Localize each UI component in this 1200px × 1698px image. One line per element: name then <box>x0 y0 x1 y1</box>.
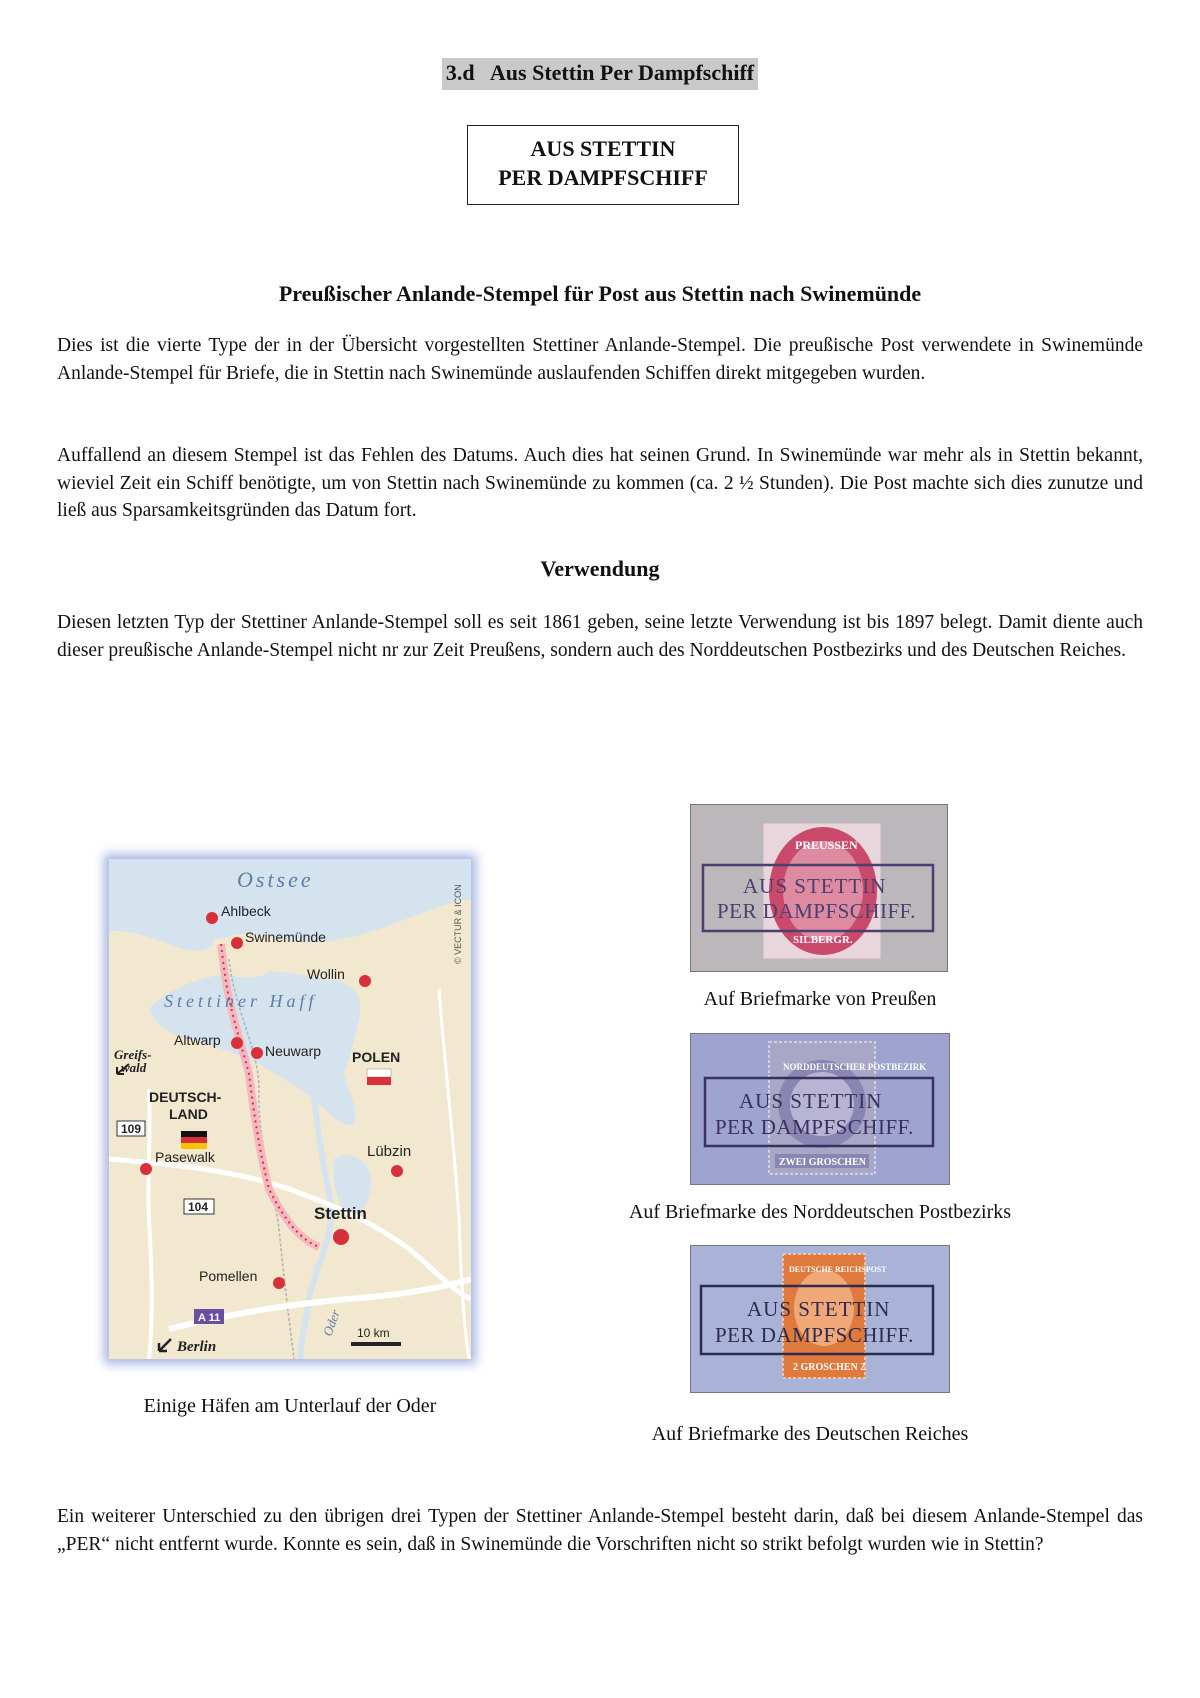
stamp-image-deutsches-reich <box>690 1245 950 1393</box>
map-label-greifswald-1: Greifs- <box>114 1047 152 1062</box>
stamp-caption-norddeutsch: Auf Briefmarke des Norddeutschen Postbezirks <box>628 1201 1012 1223</box>
map-label-polen: POLEN <box>352 1049 401 1065</box>
map-label-stettin: Stettin <box>314 1204 367 1223</box>
map-marker-neuwarp <box>251 1047 263 1059</box>
stamp-text-line1: AUS STETTIN <box>530 136 676 161</box>
stamp-text-top: DEUTSCHE REICHSPOST <box>789 1265 887 1274</box>
postmark-line1: AUS STETTIN <box>743 874 887 898</box>
map-label-neuwarp: Neuwarp <box>265 1043 322 1059</box>
map-label-road-104: 104 <box>188 1200 209 1214</box>
stamp-caption-deutsches-reich: Auf Briefmarke des Deutschen Reiches <box>651 1423 969 1445</box>
map-marker-swinemuende <box>231 937 243 949</box>
section-title: 3.d Aus Stettin Per Dampfschiff <box>442 58 758 90</box>
map-label-deutschland-2: LAND <box>169 1106 208 1122</box>
map-label-greifswald-2: wald <box>121 1060 147 1075</box>
stamp-image-preussen <box>690 804 948 972</box>
map-label-ahlbeck: Ahlbeck <box>221 903 271 919</box>
stamp-text-top: PREUSSEN <box>795 838 858 852</box>
map-label-luebzin: Lübzin <box>367 1143 412 1160</box>
postmark-line1: AUS STETTIN <box>747 1297 891 1321</box>
map-marker-luebzin <box>391 1165 403 1177</box>
map-caption: Einige Häfen am Unterlauf der Oder <box>143 1395 437 1417</box>
map-label-pomellen: Pomellen <box>199 1268 258 1284</box>
section1-paragraph-2: Auffallend an diesem Stempel ist das Fehlen des Datums. Auch dies hat seinen Grund. In Swinemünde war mehr als in Stettin bekannt, wieviel Zeit ein Schiff benötigte, um von Stettin nach Swinemünde zu kommen (ca. 2 ½ Stunden). Die Post machte sich dies zunutze und ließ aus Sparsamkeitsgründen das Datum fort. <box>57 445 1143 521</box>
stamp-text-top: NORDDEUTSCHER POSTBEZIRK <box>783 1062 927 1072</box>
map-label-berlin: Berlin <box>177 1339 217 1355</box>
stamp-caption-preussen: Auf Briefmarke von Preußen <box>703 988 937 1010</box>
map-scale-bar <box>351 1342 401 1346</box>
map-label-scale: 10 km <box>357 1326 390 1340</box>
map-label-pasewalk: Pasewalk <box>155 1149 215 1165</box>
section2-paragraph-1: Diesen letzten Typ der Stettiner Anlande-Stempel soll es seit 1861 geben, seine letzte Verwendung ist bis 1897 belegt. Damit diente auch dieser preußische Anlande-Stempel nicht nr zur Zeit Preußens, sondern auch des Norddeutschen Postbezirks und des Deutschen Reiches. <box>57 612 1143 661</box>
closing-paragraph: Ein weiterer Unterschied zu den übrigen drei Typen der Stettiner Anlande-Stempel besteht darin, daß bei diesem Anlande-Stempel das „PER“ nicht entfernt wurde. Konnte es sein, daß in Swinemünde die Vorschriften nicht so strikt befolgt wurden wie in Stettin? <box>57 1506 1143 1555</box>
stamp-text-bottom: 2 GROSCHEN 2 <box>793 1362 866 1373</box>
map-label-wollin: Wollin <box>307 966 345 982</box>
map-label-road-109: 109 <box>121 1122 142 1136</box>
postmark-line1: AUS STETTIN <box>739 1089 883 1113</box>
flag-germany-red <box>181 1137 207 1143</box>
map-marker-altwarp <box>231 1037 243 1049</box>
postmark-line2: PER DAMPFSCHIFF. <box>715 1323 914 1347</box>
map-marker-ahlbeck <box>206 912 218 924</box>
stamp-text-bottom: ZWEI GROSCHEN <box>779 1157 866 1168</box>
section-title-wrap <box>0 58 1200 90</box>
flag-poland-top <box>367 1069 391 1077</box>
stamp-text-bottom: SILBERGR. <box>793 934 853 946</box>
section1-paragraph-1: Dies ist die vierte Type der in der Übersicht vorgestellten Stettiner Anlande-Stempel. Die preußische Post verwendete in Swinemünde Anlande-Stempel für Briefe, die in Stettin nach Swinemünde auslaufenden Schiffen direkt mitgegeben wurden. <box>57 335 1143 384</box>
map-label-altwarp: Altwarp <box>174 1032 221 1048</box>
map-label-deutschland-1: DEUTSCH- <box>149 1089 222 1105</box>
postmark-line2: PER DAMPFSCHIFF. <box>717 899 916 923</box>
stamp-image-norddeutsch <box>690 1033 950 1185</box>
map-marker-pomellen <box>273 1277 285 1289</box>
flag-poland-bottom <box>367 1077 391 1085</box>
postmark-line2: PER DAMPFSCHIFF. <box>715 1115 914 1139</box>
map-marker-stettin <box>333 1229 349 1245</box>
map-label-oder: Oder <box>319 1307 343 1339</box>
section2-heading: Verwendung <box>540 556 660 581</box>
map-marker-wollin <box>359 975 371 987</box>
map-label-sea: Ostsee <box>237 867 314 892</box>
oder-map <box>109 859 471 1359</box>
section1-heading: Preußischer Anlande-Stempel für Post aus Stettin nach Swinemünde <box>278 281 922 306</box>
map-label-credit: © VECTUR & ICON <box>453 884 463 964</box>
stamp-text-line2: PER DAMPFSCHIFF <box>498 165 708 190</box>
map-label-road-a11: A 11 <box>198 1312 221 1324</box>
stamp-text-box <box>467 125 739 205</box>
map-label-swinemuende: Swinemünde <box>245 929 326 945</box>
map-marker-pasewalk <box>140 1163 152 1175</box>
flag-germany-black <box>181 1131 207 1137</box>
map-label-lagoon: Stettiner Haff <box>164 991 318 1011</box>
